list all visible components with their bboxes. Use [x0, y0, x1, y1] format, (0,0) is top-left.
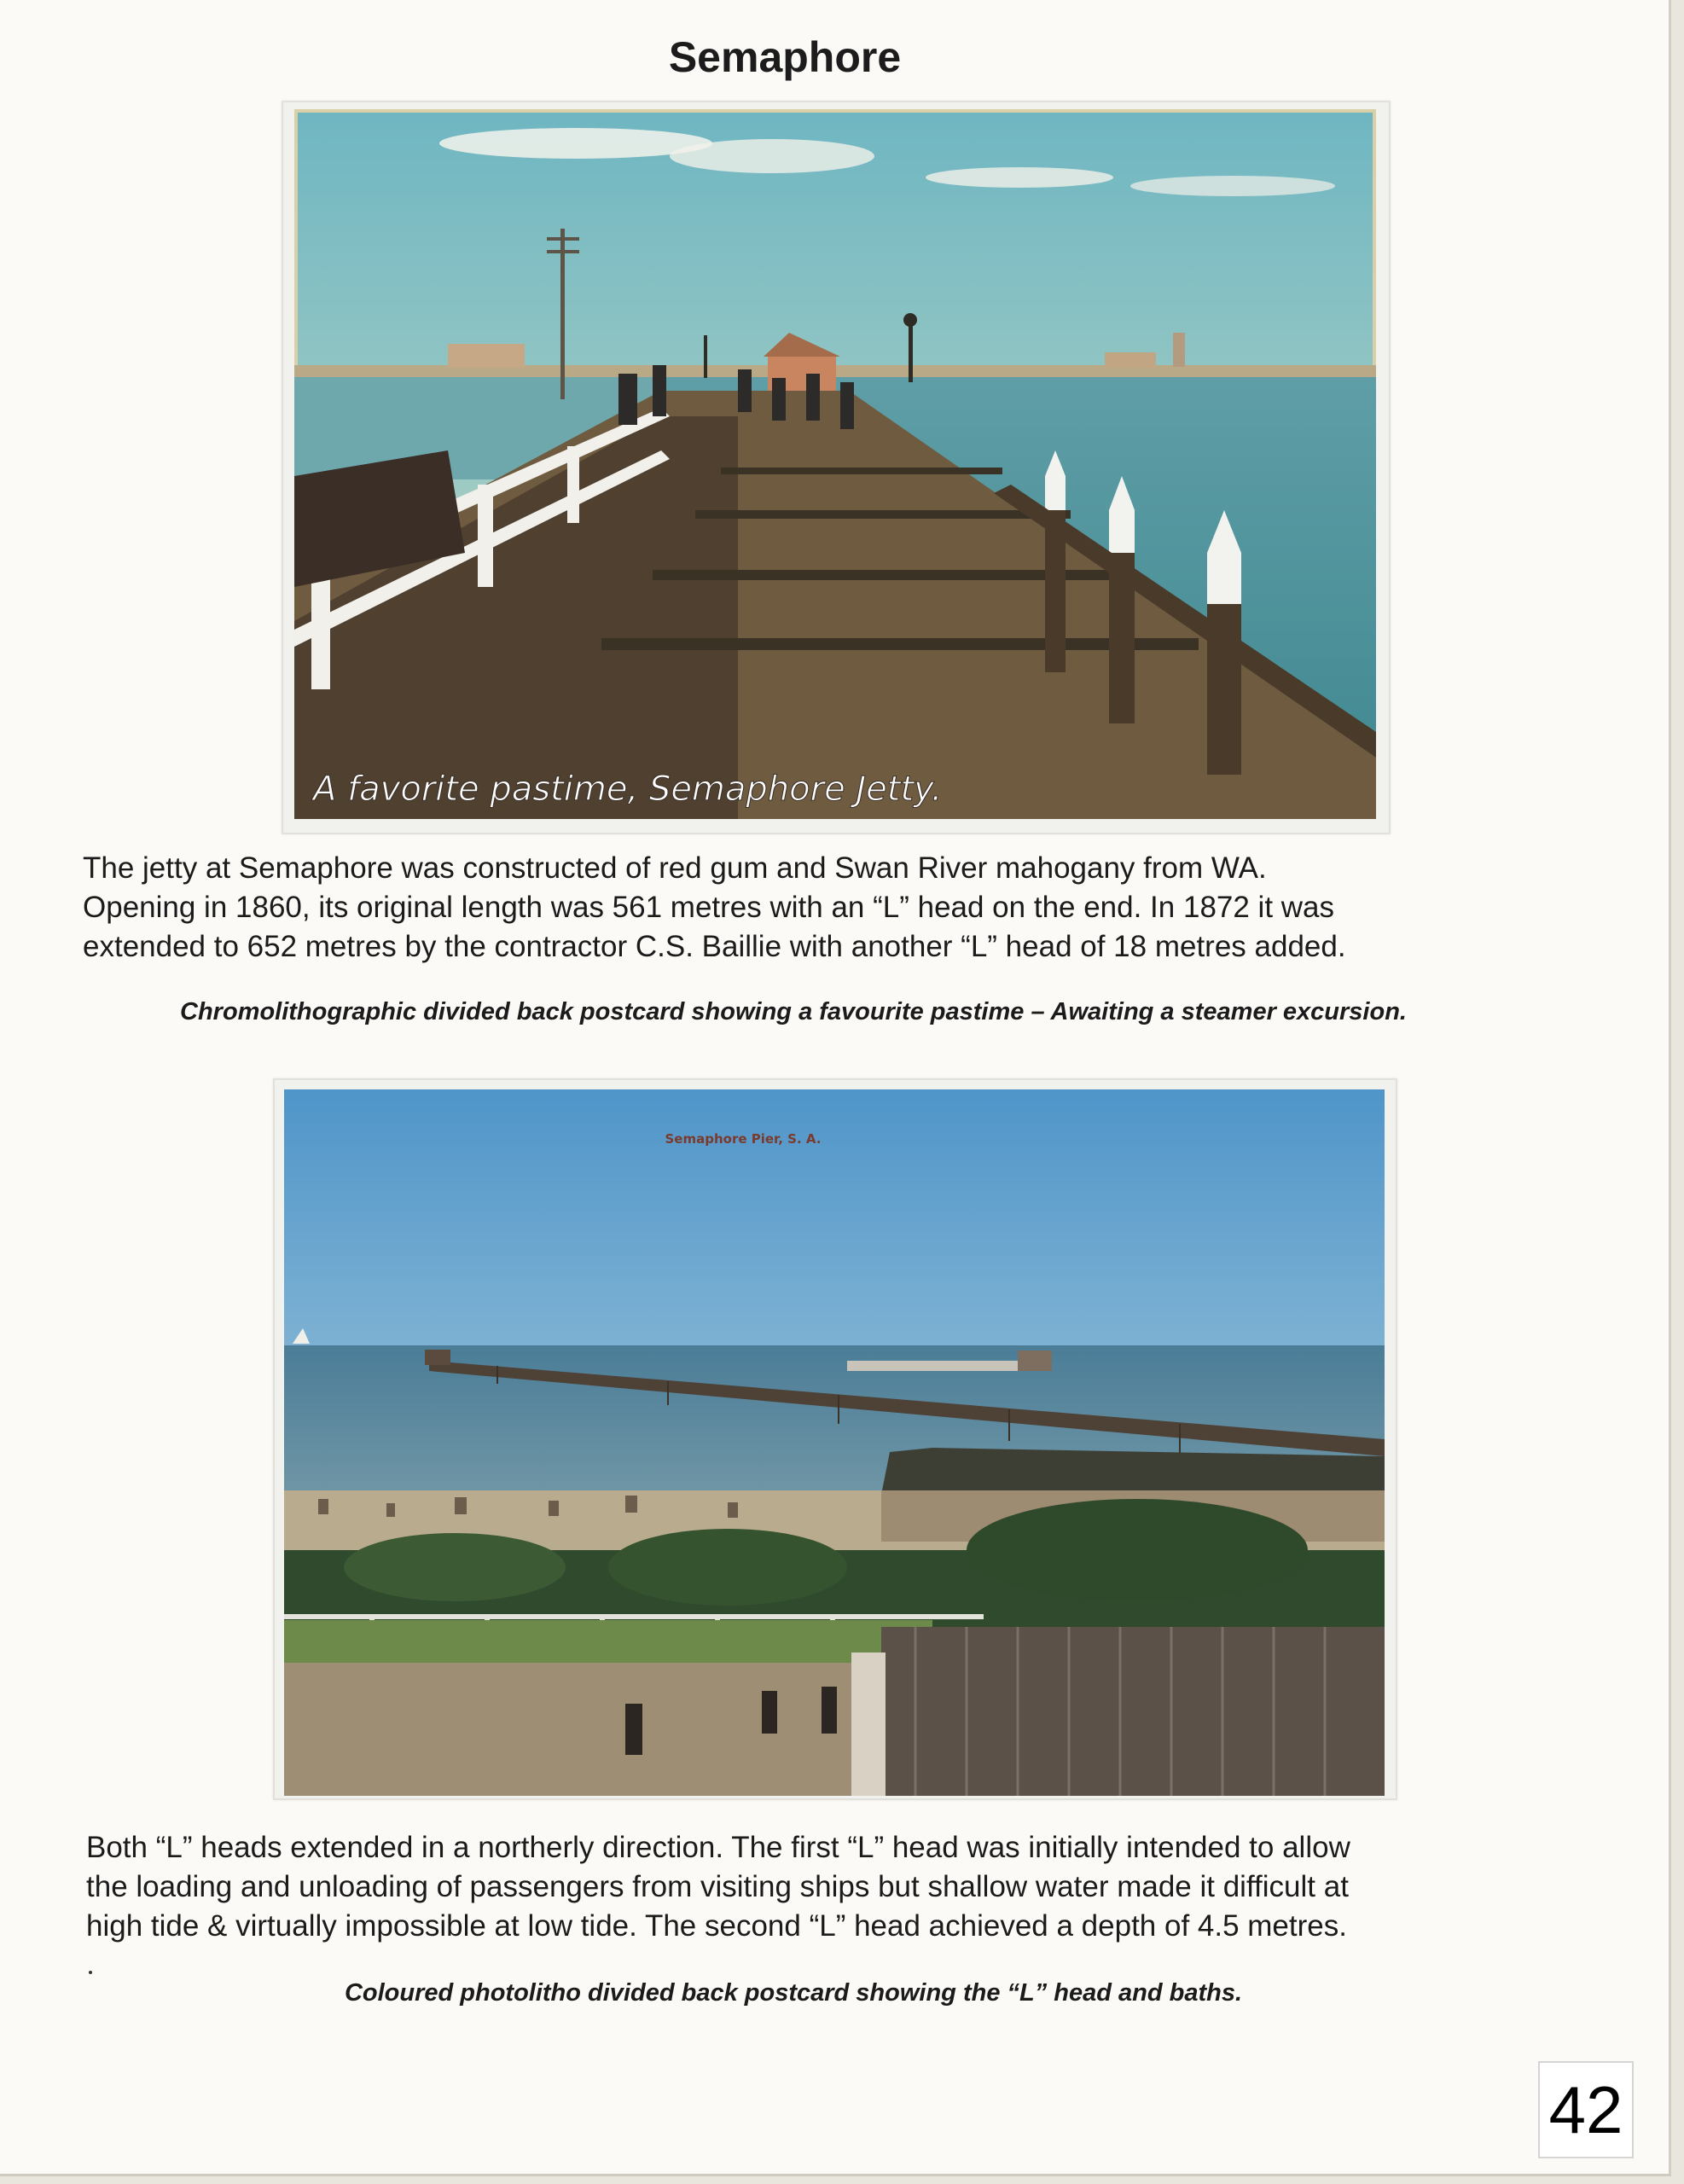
postcard-1-description-line: The jetty at Semaphore was constructed of red gum and Swan River mahogany from WA.	[83, 851, 1267, 885]
postcard-1-description-line: extended to 652 metres by the contractor C.S. Baillie with another “L” head of 18 metres added.	[83, 930, 1346, 963]
page-title: Semaphore	[668, 33, 902, 81]
postcard-semaphore-pier	[284, 1089, 1385, 1796]
postcard-1-description	[83, 849, 1346, 967]
postcard-1-description-line: Opening in 1860, its original length was 561 metres with an “L” head on the end. In 1872 it was	[83, 891, 1335, 924]
postcard-2-description-line: high tide & virtually impossible at low tide. The second “L” head achieved a depth of 4.5 metres.	[86, 1909, 1347, 1943]
postcard-2-caption: Coloured photolitho divided back postcard showing the “L” head and baths.	[344, 1979, 1243, 2007]
postcard-2-description-line: the loading and unloading of passengers from visiting ships but shallow water made it difficult at	[86, 1870, 1349, 1903]
postcard-jetty-pastime	[294, 109, 1376, 819]
page-number: 42	[1538, 2061, 1634, 2158]
postcard-2-description	[86, 1828, 1350, 1946]
postcard-pier-inscription: Semaphore Pier, S. A.	[665, 1131, 822, 1147]
postcard-2-description-line: Both “L” heads extended in a northerly direction. The first “L” head was initially intended to allow	[86, 1831, 1350, 1864]
stray-mark	[89, 1971, 92, 1974]
postcard-jetty-inscription: A favorite pastime, Semaphore Jetty.	[313, 770, 943, 809]
postcard-1-caption: Chromolithographic divided back postcard showing a favourite pastime – Awaiting a steamer excursion.	[180, 998, 1407, 1025]
postcard-jetty-pastime-image	[294, 109, 1376, 819]
postcard-semaphore-pier-image	[284, 1089, 1385, 1796]
